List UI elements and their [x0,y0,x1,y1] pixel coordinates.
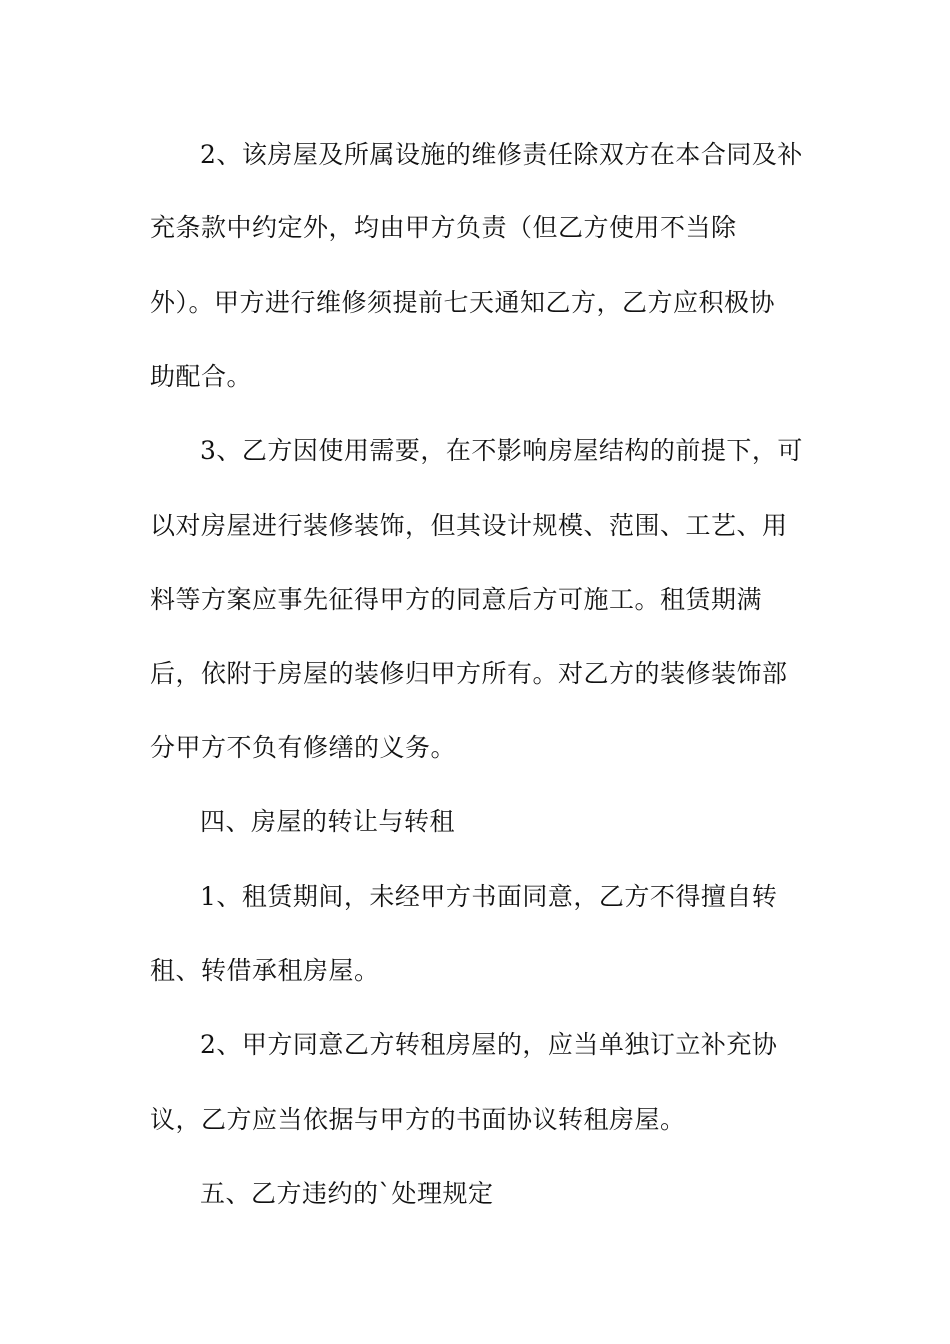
paragraph-line: 2、该房屋及所属设施的维修责任除双方在本合同及补 [200,140,803,169]
paragraph-line: 租、转借承租房屋。 [150,956,380,985]
paragraph-line: 1、租赁期间，未经甲方书面同意，乙方不得擅自转 [200,882,778,911]
paragraph-line: 议，乙方应当依据与甲方的书面协议转租房屋。 [150,1105,686,1134]
paragraph-line: 以对房屋进行装修装饰，但其设计规模、范围、工艺、用 [150,511,788,540]
section-heading: 四、房屋的转让与转租 [200,807,456,836]
paragraph-line: 助配合。 [150,362,253,391]
paragraph-line: 充条款中约定外，均由甲方负责（但乙方使用不当除 [150,213,737,242]
section-heading: 五、乙方违约的`处理规定 [200,1179,494,1208]
paragraph-line: 2、甲方同意乙方转租房屋的，应当单独订立补充协 [200,1030,778,1059]
paragraph-line: 3、乙方因使用需要，在不影响房屋结构的前提下，可 [200,436,803,465]
paragraph-line: 分甲方不负有修缮的义务。 [150,733,457,762]
paragraph-line: 料等方案应事先征得甲方的同意后方可施工。租赁期满 [150,585,763,614]
paragraph-line: 外）。甲方进行维修须提前七天通知乙方，乙方应积极协 [150,288,776,317]
paragraph-line: 后，依附于房屋的装修归甲方所有。对乙方的装修装饰部 [150,659,788,688]
